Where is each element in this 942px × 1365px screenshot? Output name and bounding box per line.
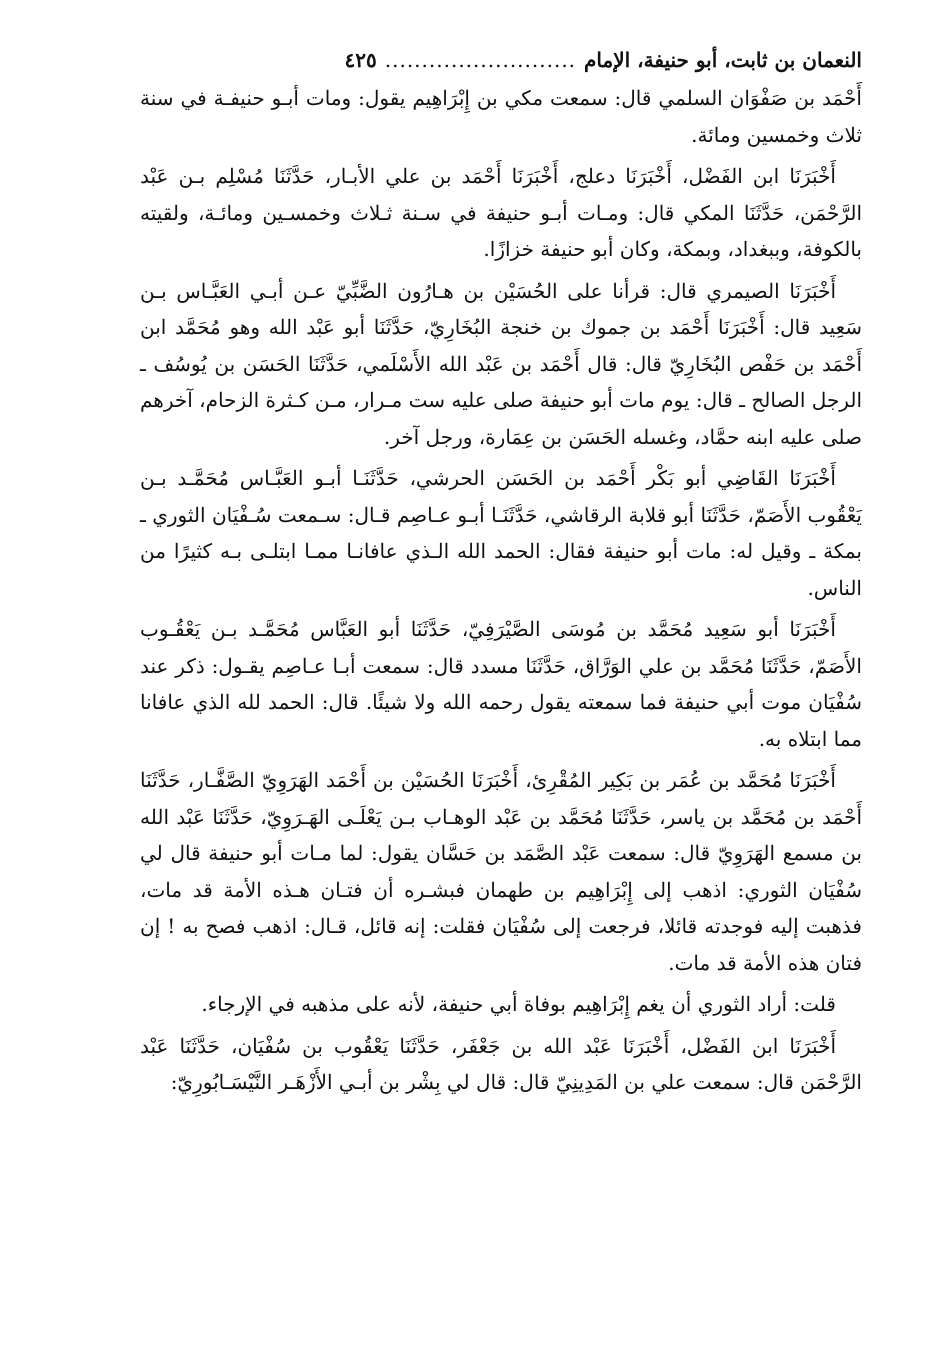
paragraph-5: أَخْبَرَنَا أبو سَعِيد مُحَمَّد بن مُوسَى الصَّيْرَفِيّ، حَدَّثَنَا أبو العَبَّاس مُحَمَّـد بـن يَعْقُـوب الأَصَمّ، حَدَّثَنَا مُحَمَّد بن علي الوَرَّاق، حَدَّثَنَا مسدد قال: سمعت أبـا عـاصِم يقـول: ذكر عند سُفْيَان موت أبي حنيفة فما سمعته يقول رحمه الله ولا شيئًا. قال: الحمد لله الذي عافانا مما ابتلاه به. — [140, 617, 862, 751]
paragraph-2: أَخْبَرَنَا ابن الفَضْل، أَخْبَرَنَا دعلج، أَخْبَرَنَا أَحْمَد بن علي الأبـار، حَدَّثَنَا مُسْلِم بـن عَبْد الرَّحْمَن، حَدَّثَنَا المكي قال: ومـات أبـو حنيفة في سـنة ثـلاث وخمسـين ومائـة، ولقيته بالكوفة، وببغداد، وبمكة، وكان أبو حنيفة خزازًا. — [140, 164, 862, 261]
book-page — [140, 40, 862, 1340]
header-title: النعمان بن ثابت، أبو حنيفة، الإمام — [584, 48, 862, 72]
page-body — [140, 80, 862, 1101]
page-number: ٤٢٥ — [344, 48, 377, 72]
paragraph-3: أَخْبَرَنَا الصيمري قال: قرأنا على الحُسَيْن بن هـارُون الضَّبِّيّ عـن أبـي العَبَّـاس بـن سَعِيد قال: أَخْبَرَنَا أَحْمَد بن جموك بن خنجة البُخَارِيّ، حَدَّثَنَا أبو عَبْد الله وهو مُحَمَّد ابن أَحْمَد بن حَفْص البُخَارِيّ قال: قال أَحْمَد بن عَبْد الله الأَسْلَمي، حَدَّثَنَا الحَسَن بن يُوسُف ـ الرجل الصالح ـ قال: يوم مات أبو حنيفة صلى عليه ست مـرار، مـن كـثرة الزحام، آخرهم صلى عليه ابنه حمَّاد، وغسله الحَسَن بن عِمَارة، ورجل آخر. — [140, 278, 862, 449]
header-leader-dots: .......................... — [384, 48, 577, 72]
running-header — [140, 40, 862, 80]
paragraph-1: أَحْمَد بن صَفْوَان السلمي قال: سمعت مكي بن إِبْرَاهِيم يقول: ومات أبـو حنيفـة في سنة ثلاث وخمسين ومائة. — [140, 86, 862, 147]
paragraph-4: أَخْبَرَنَا القَاضِي أبو بَكْر أَحْمَد بن الحَسَن الحرشي، حَدَّثَنَـا أبـو العَبَّـاس مُحَمَّـد بـن يَعْقُوب الأَصَمّ، حَدَّثَنَا أبو قلابة الرقاشي، حَدَّثَنَـا أبـو عـاصِم قـال: سـمعت سُـفْيَان الثوري ـ بمكة ـ وقيل له: مات أبو حنيفة فقال: الحمد الله الـذي عافانـا ممـا ابتلـى بـه كثيرًا من الناس. — [140, 466, 862, 600]
paragraph-8: أَخْبَرَنَا ابن الفَضْل، أَخْبَرَنَا عَبْد الله بن جَعْفَر، حَدَّثَنَا يَعْقُوب بن سُفْيَان، حَدَّثَنَا عَبْد الرَّحْمَن قال: سمعت علي بن المَدِينِيّ قال: قال لي بِشْر بن أبـي الأَزْهَـر النَّيْسَـابُورِيّ: — [140, 1033, 862, 1094]
paragraph-6: أَخْبَرَنَا مُحَمَّد بن عُمَر بن بَكِير المُقْرِئ، أَخْبَرَنَا الحُسَيْن بن أَحْمَد الهَرَوِيّ الصَّفَّـار، حَدَّثَنَا أَحْمَد بن مُحَمَّد بن ياسر، حَدَّثَنَا مُحَمَّد بن عَبْد الوهـاب بـن يَعْلَـى الهَـرَوِيّ، حَدَّثَنَا عَبْد الله بن مسمع الهَرَوِيّ قال: سمعت عَبْد الصَّمَد بن حَسَّان يقول: لما مـات أبو حنيفة قال لي سُفْيَان الثوري: اذهب إلى إِبْرَاهِيم بن طهمان فبشـره أن فتـان هـذه الأمة قد مات، فذهبت إليه فوجدته قائلا، فرجعت إلى سُفْيَان فقلت: إنه قائل، قـال: اذهب فصح به ! إن فتان هذه الأمة قد مات. — [140, 768, 862, 975]
paragraph-7: قلت: أراد الثوري أن يغم إِبْرَاهِيم بوفاة أبي حنيفة، لأنه على مذهبه في الإرجاء. — [201, 992, 836, 1016]
